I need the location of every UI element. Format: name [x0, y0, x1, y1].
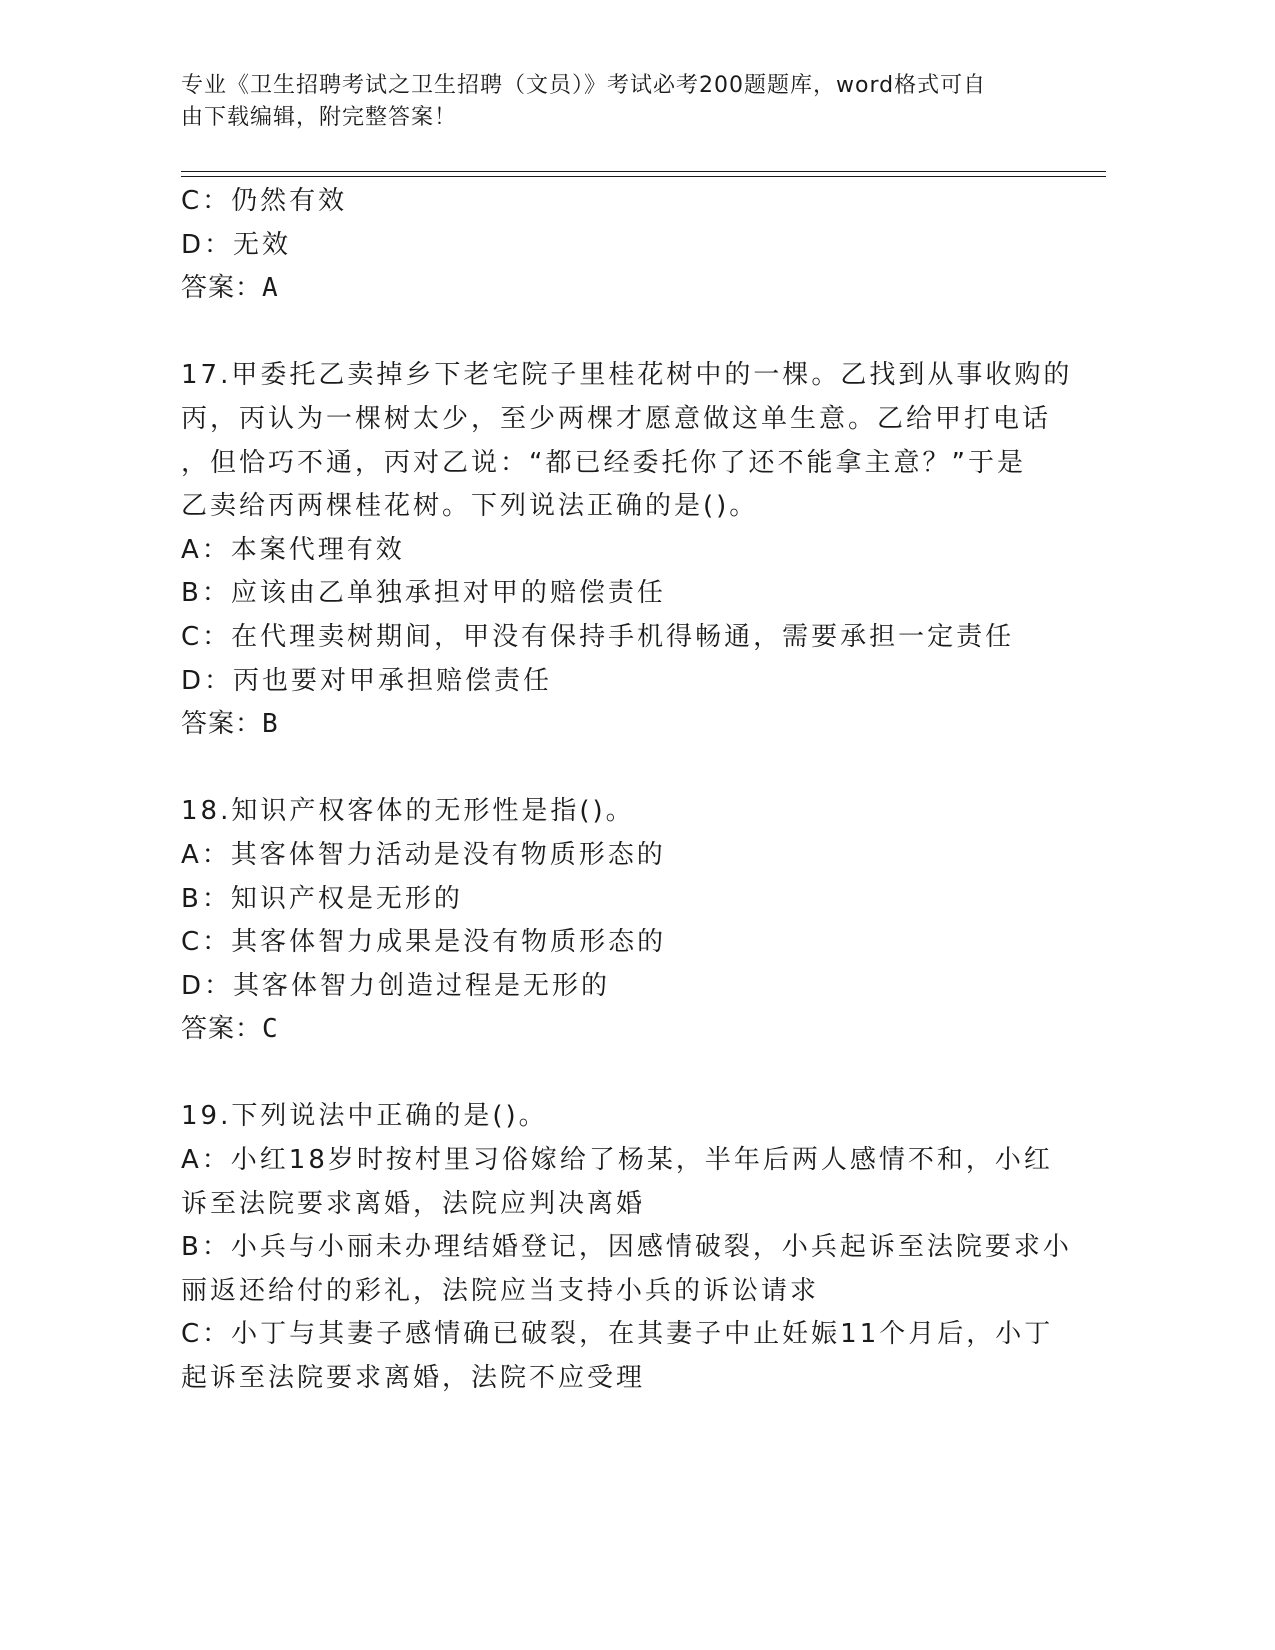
document-header: [181, 70, 1041, 134]
question-stem: 18.知识产权客体的无形性是指()。: [181, 796, 635, 827]
header-rule-bottom: [181, 176, 1106, 177]
option-a: A：本案代理有效: [181, 534, 405, 565]
option-a: A：小红18岁时按村里习俗嫁给了杨某，半年后两人感情不和，小红: [181, 1145, 1053, 1176]
question-stem: 乙卖给丙两棵桂花树。下列说法正确的是()。: [181, 491, 759, 522]
option-b-continued: 丽返还给付的彩礼，法院应当支持小兵的诉讼请求: [181, 1275, 820, 1306]
question-19: [181, 1095, 1072, 1400]
spacer: [181, 1052, 1041, 1096]
answer: 答案：B: [181, 709, 279, 740]
question-17: [181, 354, 1073, 746]
question-stem: 19.下列说法中正确的是()。: [181, 1101, 548, 1132]
option-c: C：其客体智力成果是没有物质形态的: [181, 927, 667, 958]
option-d: D：其客体智力创造过程是无形的: [181, 970, 611, 1001]
option-a-continued: 诉至法院要求离婚，法院应判决离婚: [181, 1188, 646, 1219]
question-stem: ，但恰巧不通，丙对乙说：“都已经委托你了还不能拿主意？”于是: [181, 447, 1026, 478]
question-18: [181, 790, 1041, 1052]
option-a: A：其客体智力活动是没有物质形态的: [181, 839, 666, 870]
option-b: B：小兵与小丽未办理结婚登记，因感情破裂，小兵起诉至法院要求小: [181, 1232, 1072, 1263]
header-rule-top: [181, 171, 1106, 172]
answer: 答案：C: [181, 1014, 279, 1045]
option-b: B：应该由乙单独承担对甲的赔偿责任: [181, 578, 666, 609]
option-d: D：无效: [181, 229, 292, 260]
option-b: B：知识产权是无形的: [181, 883, 463, 914]
header-line-2: 由下载编辑，附完整答案！: [181, 105, 458, 130]
answer: 答案：A: [181, 273, 279, 304]
question-16-tail: [181, 180, 1041, 311]
option-c-continued: 起诉至法院要求离婚，法院不应受理: [181, 1363, 646, 1394]
spacer: [181, 747, 1041, 791]
question-stem: 17.甲委托乙卖掉乡下老宅院子里桂花树中的一棵。乙找到从事收购的: [181, 360, 1073, 391]
question-stem: 丙，丙认为一棵树太少，至少两棵才愿意做这单生意。乙给甲打电话: [181, 403, 1052, 434]
document-body: [181, 180, 1073, 1401]
spacer: [181, 311, 1041, 355]
option-c: C：在代理卖树期间，甲没有保持手机得畅通，需要承担一定责任: [181, 621, 1015, 652]
option-c: C：仍然有效: [181, 186, 348, 216]
header-line-1: 专业《卫生招聘考试之卫生招聘（文员）》考试必考200题题库，word格式可自: [181, 73, 987, 98]
option-d: D：丙也要对甲承担赔偿责任: [181, 665, 553, 696]
option-c: C：小丁与其妻子感情确已破裂，在其妻子中止妊娠11个月后，小丁: [181, 1319, 1054, 1350]
